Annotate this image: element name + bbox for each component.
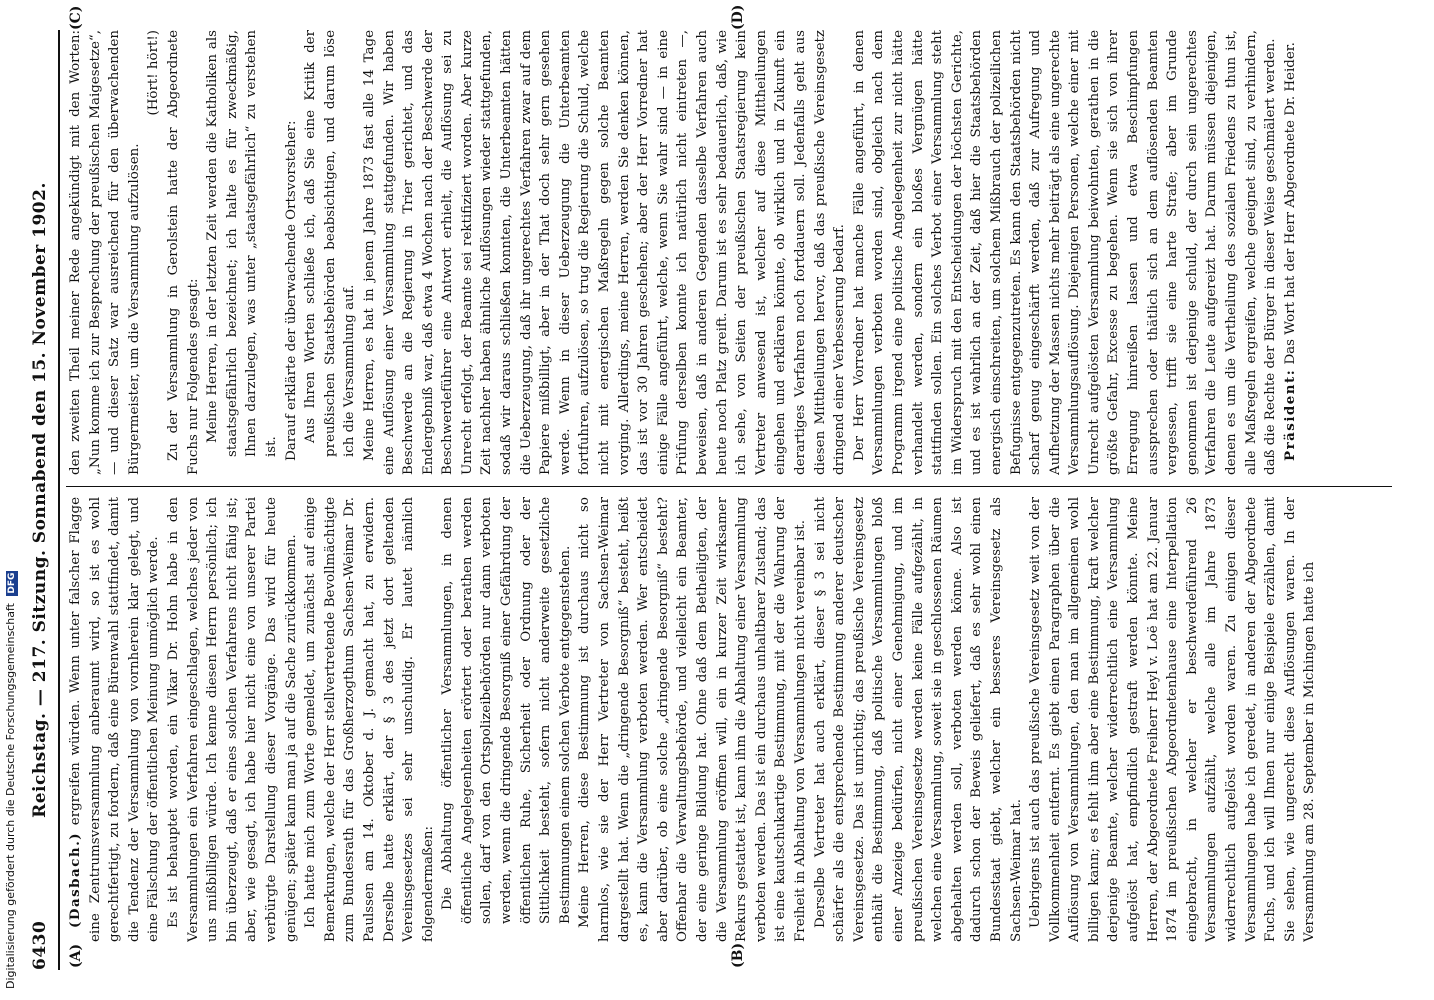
paragraph xyxy=(282,30,302,475)
paragraph xyxy=(438,497,575,942)
paragraph-text: den zweiten Theil meiner Rede angekündigt mit den Worten: „Nun komme ich zur Besprechung der preußischen Maigesetze“, — und dieser Satz war ausreichend für den überwachenden Bürgermeister, um die Versammlung aufzulösen. xyxy=(68,30,142,475)
page-number: 6430 xyxy=(30,920,50,970)
paragraph-text: Darauf erklärte der überwachende Ortsvorsteher: xyxy=(283,120,299,461)
paragraph-text: (Hört! hört!) xyxy=(146,30,162,116)
page-header xyxy=(30,30,54,970)
digitization-footer xyxy=(4,4,20,994)
page-title: Reichstag. — 217. Sitzung. Sonnabend den 15. November 1902. xyxy=(30,182,50,818)
speaker-name: (Dasbach.) xyxy=(67,831,83,928)
left-text-column xyxy=(66,497,1396,942)
paragraph xyxy=(1281,30,1301,475)
paragraph xyxy=(144,30,164,475)
paragraph xyxy=(360,30,850,475)
margin-mark-c: (C) xyxy=(68,5,84,30)
paragraph-text: Der Herr Vorredner hat manche Fälle angeführt, in denen Versammlungen verboten worden sind, obgleich nach dem Programm irgend eine politische Angelegenheit zur nicht hätte verhandelt werden, sondern ein bloßes Vergnügen hätte stattfinden sollen. Ein solches Verbot einer Versammlung steht im Widerspruch mit den Entscheidungen der höchsten Gerichte, und es ist wahrlich an der Zeit, daß hier die Staatsbehörden energisch einschreiten, um solchem Mißbrauch der polizeilichen Befugnisse entgegenzutreten. Es kann den Staatsbehörden nicht scharf genug eingeschärft werden, daß zur Aufregung und Aufhetzung der Massen nichts mehr beiträgt als eine ungerechte Versammlungsauflösung. Diejenigen Personen, welche einer mit Unrecht aufgelösten Versammlung beiwohnten, gerathen in die größte Gefahr, Excesse zu begehen. Wenn sie sich von ihrer Erregung hinreißen lassen und etwa Beschimpfungen aussprechen oder thätlich sich an dem auflösenden Beamten vergessen, trifft sie eine harte Strafe; aber im Grunde genommen ist derjenige schuld, der durch sein ungerechtes Verfahren die Leute aufgereizt hat. Darum müssen diejenigen, denen es um die Vertheilung des sozialen Friedens zu thun ist, alle Maßregeln ergreifen, welche geeignet sind, zu verhindern, daß die Rechte der Bürger in dieser Weise geschmälert werden. xyxy=(851,30,1279,475)
paragraph xyxy=(301,30,360,475)
paragraph xyxy=(811,497,1027,942)
paragraph-text: Es ist behauptet worden, ein Vikar Dr. Hohn habe in den Versammlungen ein Verfahren eingeschlagen, welches jeder von uns mißbilligen würde. Ich kenne diesen Herrn persönlich; ich bin überzeugt, daß er eines solchen Verfahrens nicht fähig ist; aber, wie gesagt, ich habe hier nicht eine von unserer Partei verbürgte Darstellung dieser Vorgänge. Das wird für heute genügen; später kann man ja auf die Sache zurückkommen. xyxy=(165,497,299,942)
paragraph-text: Meine Herren, diese Bestimmung ist durchaus nicht so harmlos, wie sie der Herr Vertreter von Sachsen-Weimar dargestellt hat. Wenn die „dringende Besorgniß“ besteht, heißt es, kann die Versammlung verboten werden. Wer entscheidet aber darüber, ob eine solche „dringende Besorgniß“ besteht? Offenbar die Verwaltungsbehörde, und vielleicht ein Beamter, der eine geringe Bildung hat. Ohne daß dem Betheiligten, der die Versammlung eröffnen will, ein in kurzer Zeit wirksamer Rekurs gestattet ist, kann ihm die Abhaltung einer Versammlung verboten werden. Das ist ein durchaus unhaltbarer Zustand; das ist eine kautschukartige Bestimmung, mit der die Wahrung der Freiheit in Abhaltung von Versammlungen nicht vereinbar ist. xyxy=(577,497,808,942)
paragraph xyxy=(1026,497,1320,942)
paragraph-text: Die Abhaltung öffentlicher Versammlungen, in denen öffentliche Angelegenheiten erörtert oder berathen werden sollen, darf von den Ortspolizeibehörden nur dann verboten werden, wenn die dringende Besorgniß einer Gefährdung der öffentlichen Ruhe, Sicherheit oder Ordnung oder der Sittlichkeit besteht, sofern nicht anderweite gesetzliche Bestimmungen einem solchen Verbote entgegenstehen. xyxy=(440,497,573,924)
dfg-logo-icon: DFG xyxy=(7,572,17,594)
column-divider xyxy=(66,486,1392,487)
paragraph xyxy=(301,497,438,942)
paragraph xyxy=(66,497,164,942)
paragraph xyxy=(66,30,144,475)
paragraph xyxy=(850,30,1281,475)
margin-mark-a: (A) xyxy=(68,943,84,968)
margin-mark-b: (B) xyxy=(730,942,746,968)
paragraph xyxy=(164,497,301,942)
paragraph-text: Das Wort hat der Herr Abgeordnete Dr. Heider. xyxy=(1282,42,1298,369)
paragraph-text: Ich hatte mich zum Worte gemeldet, um zunächst auf einige Bemerkungen, welche der Herr stellvertretende Bevollmächtigte zum Bundesrath für das Großherzogthum Sachsen-Weimar Dr. Paulssen am 14. Oktober d. J. gemacht hat, zu erwidern. Derselbe hatte erklärt, der § 3 des jetzt dort geltenden Vereinsgesetzes sei sehr unschuldig. Er lautet nämlich folgendermaßen: xyxy=(303,497,436,942)
speaker-name: Präsident: xyxy=(1281,368,1298,461)
paragraph-text: ergreifen würden. Wenn unter falscher Flagge eine Zentrumsversammlung anberaumt wird, so ist es wohl gerechtfertigt, zu fordern, daß eine Bürenwahl stattfindet, damit die Tendenz der Versammlung von vornherein klar gelegt, und eine Fälschung der öffentlichen Meinung unmöglich werde. xyxy=(68,497,162,942)
right-text-column xyxy=(66,30,1396,475)
paragraph xyxy=(575,497,810,942)
paragraph-text: Meine Herren, in der letzten Zeit werden die Katholiken als staatsgefährlich bezeichnet; ich halte es für zweckmäßig, Ihnen darzulegen, was unter „staatsgefährlich“ zu verstehen ist. xyxy=(205,30,279,457)
paragraph xyxy=(203,30,281,475)
document-page xyxy=(12,4,1402,990)
paragraph xyxy=(164,30,203,475)
paragraph-text: Derselbe Vertreter hat auch erklärt, dieser § 3 sei nicht schärfer als die entsprechende Bestimmung anderer deutscher Vereinsgesetze. Das ist unrichtig; das preußische Vereinsgesetz enthält die Bestimmung, daß politische Versammlungen bloß einer Anzeige bedürfen, nicht einer Genehmigung, und im preußischen Vereinsgesetze werden keine Fälle aufgezählt, in welchen eine Versammlung, soweit sie in geschlossenen Räumen abgehalten werden soll, verboten werden könne. Also ist dadurch schon der Beweis geliefert, daß es sehr wohl einen Bundesstaat giebt, welcher ein besseres Vereinsgesetz als Sachsen-Weimar hat. xyxy=(812,497,1024,942)
paragraph-text: Uebrigens ist auch das preußische Vereinsgesetz weit von der Vollkommenheit entfernt. Es giebt einen Paragraphen über die Auflösung von Versammlungen, den man im allgemeinen wohl billigen kann; es fehlt ihm aber eine Bestimmung, kraft welcher derjenige Beamte, welcher widerrechtlich eine Versammlung aufgelöst hat, empfindlich gestraft werden könnte. Meine Herren, der Abgeordnete Freiherr Heyl v. Loë hat am 22. Januar 1874 im preußischen Abgeordnetenhause eine Interpellation eingebracht, in welcher er beschwerdeführend 26 Versammlungen aufzählt, welche alle im Jahre 1873 widerrechtlich aufgelöst worden waren. Zu einigen dieser Versammlungen habe ich geredet, in anderen der Abgeordnete Fuchs, und ich will Ihnen nur einige Beispiele erzählen, damit Sie sehen, wie ungerecht diese Auflösungen waren. In der Versammlung am 28. September in Michingen hatte ich xyxy=(1028,497,1318,942)
paragraph-text: Zu der Versammlung in Gerolstein hatte der Abgeordnete Fuchs nur Folgendes gesagt: xyxy=(165,30,201,475)
footer-text: Digitalisierung gefördert durch die Deutsche Forschungsgemeinschaft xyxy=(4,603,17,989)
paragraph-text: Aus Ihren Worten schließe ich, daß Sie eine Kritik der preußischen Staatsbehörden beabsichtigen, und darum löse ich die Versammlung auf. xyxy=(303,30,358,457)
margin-mark-d: (D) xyxy=(730,4,746,30)
header-rule xyxy=(58,30,60,970)
paragraph-text: Meine Herren, es hat in jenem Jahre 1873 fast alle 14 Tage eine Auflösung einer Versammlung stattgefunden. Wir haben Beschwerde an die Regierung in Trier gerichtet, und das Endergebniß war, daß etwa 4 Wochen nach der Beschwerde der Beschwerdeführer eine Antwort erhielt, die Auflösung sei zu Unrecht erfolgt, der Beamte sei rektifiziert worden. Aber kurze Zeit nachher haben ähnliche Auflösungen wieder stattgefunden, sodaß wir daraus schließen konnten, die Unterbeamten hätten die Ueberzeugung, daß ihr ungerechtes Verfahren zwar auf dem Papiere mißbilligt, aber in der That doch sehr gern gesehen werde. Wenn in dieser Ueberzeugung die Unterbeamten fortfuhren, aufzulösen, so trug die Regierung die Schuld, welche nicht mit energischen Maßregeln gegen solche Beamten vorging. Allerdings, meine Herren, werden Sie denken können, das ist vor 30 Jahren geschehen; aber der Herr Vorredner hat einige Fälle angeführt, welche, wenn Sie wahr sind — in eine Prüfung derselben konnte ich natürlich nicht eintreten —, beweisen, daß in anderen Gegenden dasselbe Verfahren auch heute noch Platz greift. Darum ist es sehr bedauerlich, daß, wie ich sehe, von Seiten der preußischen Staatsregierung kein Vertreter anwesend ist, welcher auf diese Mittheilungen eingehen und erklären könnte, ob wirklich und in Zukunft ein derartiges Verfahren noch fortdauern soll. Jedenfalls geht aus diesen Mittheilungen hervor, daß das preußische Vereinsgesetz dringend einer Verbesserung bedarf. xyxy=(361,30,848,475)
